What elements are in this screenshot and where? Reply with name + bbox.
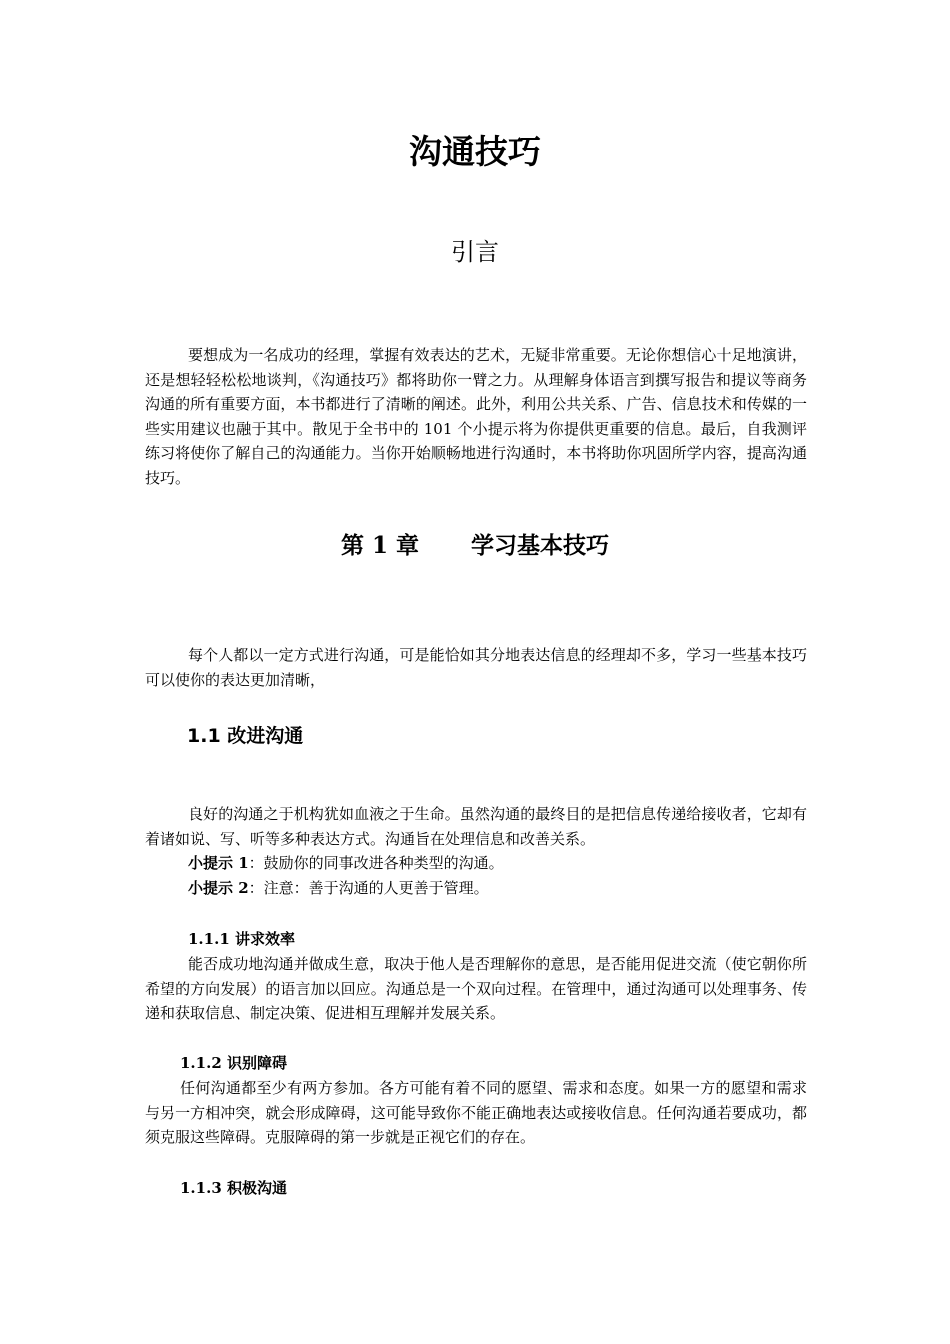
section-1-1-2-paragraph: 任何沟通都至少有两方参加。各方可能有着不同的愿望、需求和态度。如果一方的愿望和需求与另一方相冲突，就会形成障碍，这可能导致你不能正确地表达或接收信息。任何沟通若要成功，都须克服这些障碍。克服障碍的第一步就是正视它们的存在。 xyxy=(145,1079,807,1146)
tip-2-label: 小提示 2 xyxy=(188,879,249,897)
chapter-title: 学习基本技巧 xyxy=(471,532,610,559)
section-1-1-1-paragraph: 能否成功地沟通并做成生意，取决于他人是否理解你的意思，是否能用促进交流（使它朝你所希望的方向发展）的语言加以回应。沟通总是一个双向过程。在管理中，通过沟通可以处理事务、传递和获取信息、制定决策、促进相互理解并发展关系。 xyxy=(145,955,807,1022)
tip-1-text: ：鼓励你的同事改进各种类型的沟通。 xyxy=(248,854,504,872)
section-heading-1-1-2: 1.1.2 识别障碍 xyxy=(180,1054,287,1072)
tip-1-label: 小提示 1 xyxy=(188,854,249,872)
intro-heading: 引言 xyxy=(451,238,499,266)
chapter-intro-paragraph: 每个人都以一定方式进行沟通，可是能恰如其分地表达信息的经理却不多，学习一些基本技巧可以使你的表达更加清晰， xyxy=(145,646,807,689)
section-heading-1-1-3: 1.1.3 积极沟通 xyxy=(180,1179,287,1197)
tip-2 xyxy=(188,876,489,901)
chapter-heading xyxy=(0,526,950,566)
tip-2-text: ：注意：善于沟通的人更善于管理。 xyxy=(248,879,489,897)
document-title: 沟通技巧 xyxy=(409,132,541,171)
section-1-1-paragraph: 良好的沟通之于机构犹如血液之于生命。虽然沟通的最终目的是把信息传递给接收者，它却有着诸如说、写、听等多种表达方式。沟通旨在处理信息和改善关系。 xyxy=(145,805,807,848)
section-heading-1-1-1: 1.1.1 讲求效率 xyxy=(188,930,295,948)
tip-1 xyxy=(188,851,504,876)
chapter-number: 第 1 章 xyxy=(340,532,420,559)
intro-paragraph: 要想成为一名成功的经理，掌握有效表达的艺术，无疑非常重要。无论你想信心十足地演讲，还是想轻轻松松地谈判，《沟通技巧》都将助你一臂之力。从理解身体语言到撰写报告和提议等商务沟通的所有重要方面，本书都进行了清晰的阐述。此外，利用公共关系、广告、信息技术和传媒的一些实用建议也融于其中。散见于全书中的 101 个小提示将为你提供更重要的信息。最后，自我测评练习将使你了解自己的沟通能力。当你开始顺畅地进行沟通时，本书将助你巩固所学内容，提高沟通技巧。 xyxy=(145,346,807,487)
section-heading-1-1: 1.1 改进沟通 xyxy=(187,725,304,747)
